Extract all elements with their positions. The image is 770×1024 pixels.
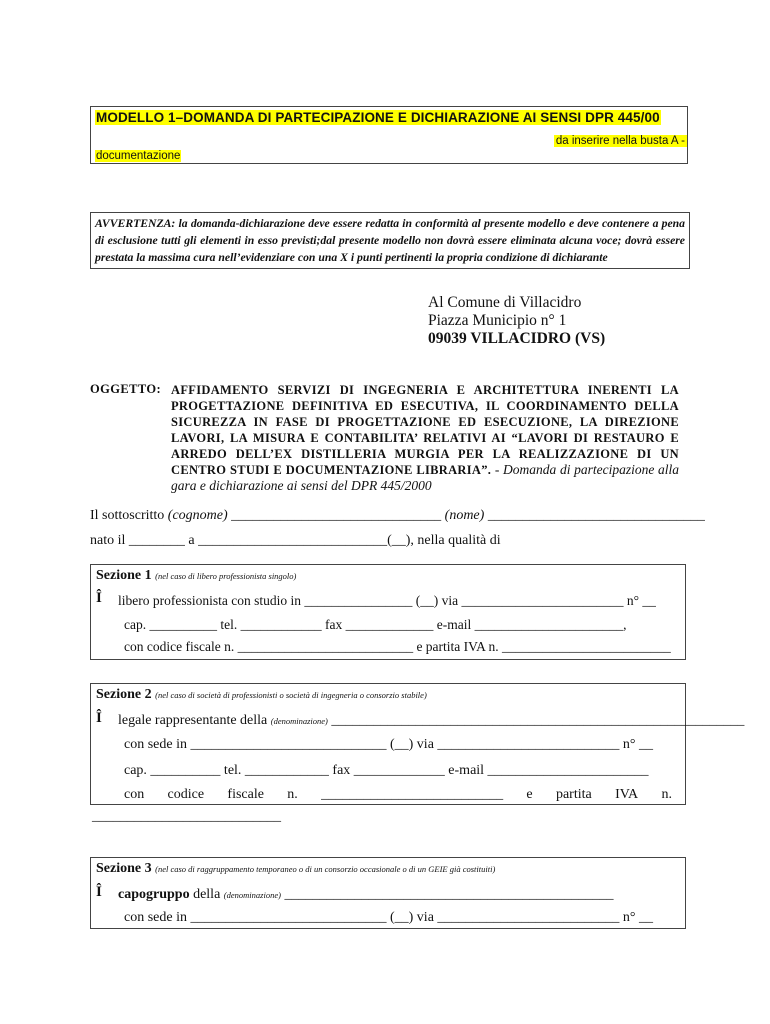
denominazione-label-3: (denominazione) (223, 890, 281, 900)
model-subtitle-cont: documentazione (96, 150, 181, 162)
sezione-2-checkbox[interactable]: Î (96, 710, 102, 726)
a-label: a (188, 533, 195, 548)
cf-iva: IVA (615, 787, 639, 802)
capogruppo-field[interactable]: _______________________________________________ (284, 887, 614, 902)
sezione-1-checkbox[interactable]: Î (96, 590, 102, 606)
warning-box (90, 212, 690, 269)
codice-fiscale-field[interactable]: __________________________ (321, 787, 504, 802)
cf-e: e (526, 787, 533, 802)
cf-n: n. (287, 787, 298, 802)
sezione-3-note: (nel caso di raggruppamento temporaneo o di un consorzio occasionale o di un GEIE già costituiti) (155, 864, 496, 874)
cf-con: con (124, 787, 145, 802)
model-title: MODELLO 1–DOMANDA DI PARTECIPAZIONE E DICHIARAZIONE AI SENSI DPR 445/00 (96, 110, 660, 125)
address-line-2: Piazza Municipio n° 1 (428, 312, 567, 329)
sottoscritto-label: Il sottoscritto (90, 508, 165, 523)
cf-n2: n. (661, 787, 672, 802)
recipient-address (428, 294, 605, 348)
sezione-2-heading: Sezione 2 (96, 687, 152, 702)
sezione-2-title (96, 687, 427, 703)
cognome-field[interactable]: ______________________________ (231, 508, 442, 523)
address-line-3: 09039 VILLACIDRO (VS) (428, 330, 606, 347)
nome-label: (nome) (444, 508, 485, 523)
nome-field[interactable]: _______________________________ (487, 508, 705, 523)
sezione-3-checkbox[interactable]: Î (96, 884, 102, 900)
sezione-1-line-2: cap. __________ tel. ____________ fax _____________ e-mail ______________________, (124, 617, 627, 632)
cf-codice: codice (167, 787, 205, 802)
sezione-1-line-1: libero professionista con studio in ________________ (__) via ________________________ n° __ (118, 593, 656, 608)
qualita-label: (__), nella qualità di (387, 533, 501, 548)
model-subtitle: da inserire nella busta A - (555, 135, 685, 147)
sezione-2-line-1 (118, 713, 744, 729)
partita-iva-field[interactable]: ___________________________ (92, 809, 281, 824)
cf-partita: partita (555, 787, 592, 802)
sezione-2-line-2: con sede in ____________________________ (__) via __________________________ n° __ (124, 737, 654, 752)
sezione-1-heading: Sezione 1 (96, 568, 152, 583)
sezione-3-box (90, 857, 686, 929)
oggetto-text (171, 382, 679, 494)
sezione-1-box (90, 564, 686, 660)
sezione-2-note: (nel caso di società di professionisti o società di ingegneria o consorzio stabile) (155, 690, 427, 700)
sezione-3-title (96, 861, 495, 877)
sezione-3-line-1 (118, 887, 613, 903)
birth-date-field[interactable]: ________ (128, 533, 185, 548)
sezione-2-box (90, 683, 745, 805)
rep-label: legale rappresentante della (118, 713, 268, 728)
denominazione-field[interactable]: ___________________________________________________________ (331, 713, 745, 728)
oggetto-italic: - Domanda di partecipazione alla gara e dichiarazione ai sensi del DPR 445/2000 (171, 462, 679, 493)
model-header-box (90, 106, 688, 164)
birth-place-field[interactable]: ___________________________ (198, 533, 388, 548)
nato-il-label: nato il (90, 533, 126, 548)
denominazione-label: (denominazione) (270, 716, 328, 726)
sezione-1-line-3: con codice fiscale n. __________________________ e partita IVA n. _________________________ (124, 639, 671, 654)
sezione-1-note: (nel caso di libero professionista singolo) (155, 571, 297, 581)
sottoscritto-line (90, 508, 705, 524)
sezione-1-title (96, 568, 296, 584)
sezione-3-heading: Sezione 3 (96, 861, 152, 876)
della-label: della (193, 887, 221, 902)
oggetto-label: OGGETTO: (90, 382, 162, 396)
address-line-1: Al Comune di Villacidro (428, 294, 582, 311)
header-line2 (95, 135, 685, 149)
sezione-2-line-4 (124, 787, 672, 803)
cf-fiscale: fiscale (227, 787, 264, 802)
nascita-line (90, 533, 501, 549)
sezione-2-line-3: cap. __________ tel. ____________ fax _____________ e-mail _______________________ (124, 763, 649, 778)
cognome-label: (cognome) (167, 508, 228, 523)
warning-text: AVVERTENZA: la domanda-dichiarazione deve essere redatta in conformità al presente modello e deve contenere a pena di esclusione tutti gli elementi in esso previsti;dal presente modello non dovrà essere eliminata alcuna voce; dovrà essere prestata la massima cura nell’evidenziare con una X i punti pertinenti la propria condizione di dichiarante (95, 217, 685, 264)
sezione-3-line-2: con sede in ____________________________ (__) via __________________________ n° __ (124, 910, 654, 925)
oggetto-main: AFFIDAMENTO SERVIZI DI INGEGNERIA E ARCHITETTURA INERENTI LA PROGETTAZIONE DEFINITIVA ED ESECUTIVA, IL COORDINAMENTO DELLA SICUREZZA IN FASE DI PROGETTAZIONE ED ESECUZIONE, LA DIREZIONE LAVORI, LA MISURA E CONTABILITA’ RELATIVI AI “LAVORI DI RESTAURO E ARREDO DELL’EX DISTILLERIA MURGIA PER LA REALIZZAZIONE DI UN CENTRO STUDI E DOCUMENTAZIONE LIBRARIA”. (171, 383, 679, 477)
capogruppo-label: capogruppo (118, 887, 190, 902)
